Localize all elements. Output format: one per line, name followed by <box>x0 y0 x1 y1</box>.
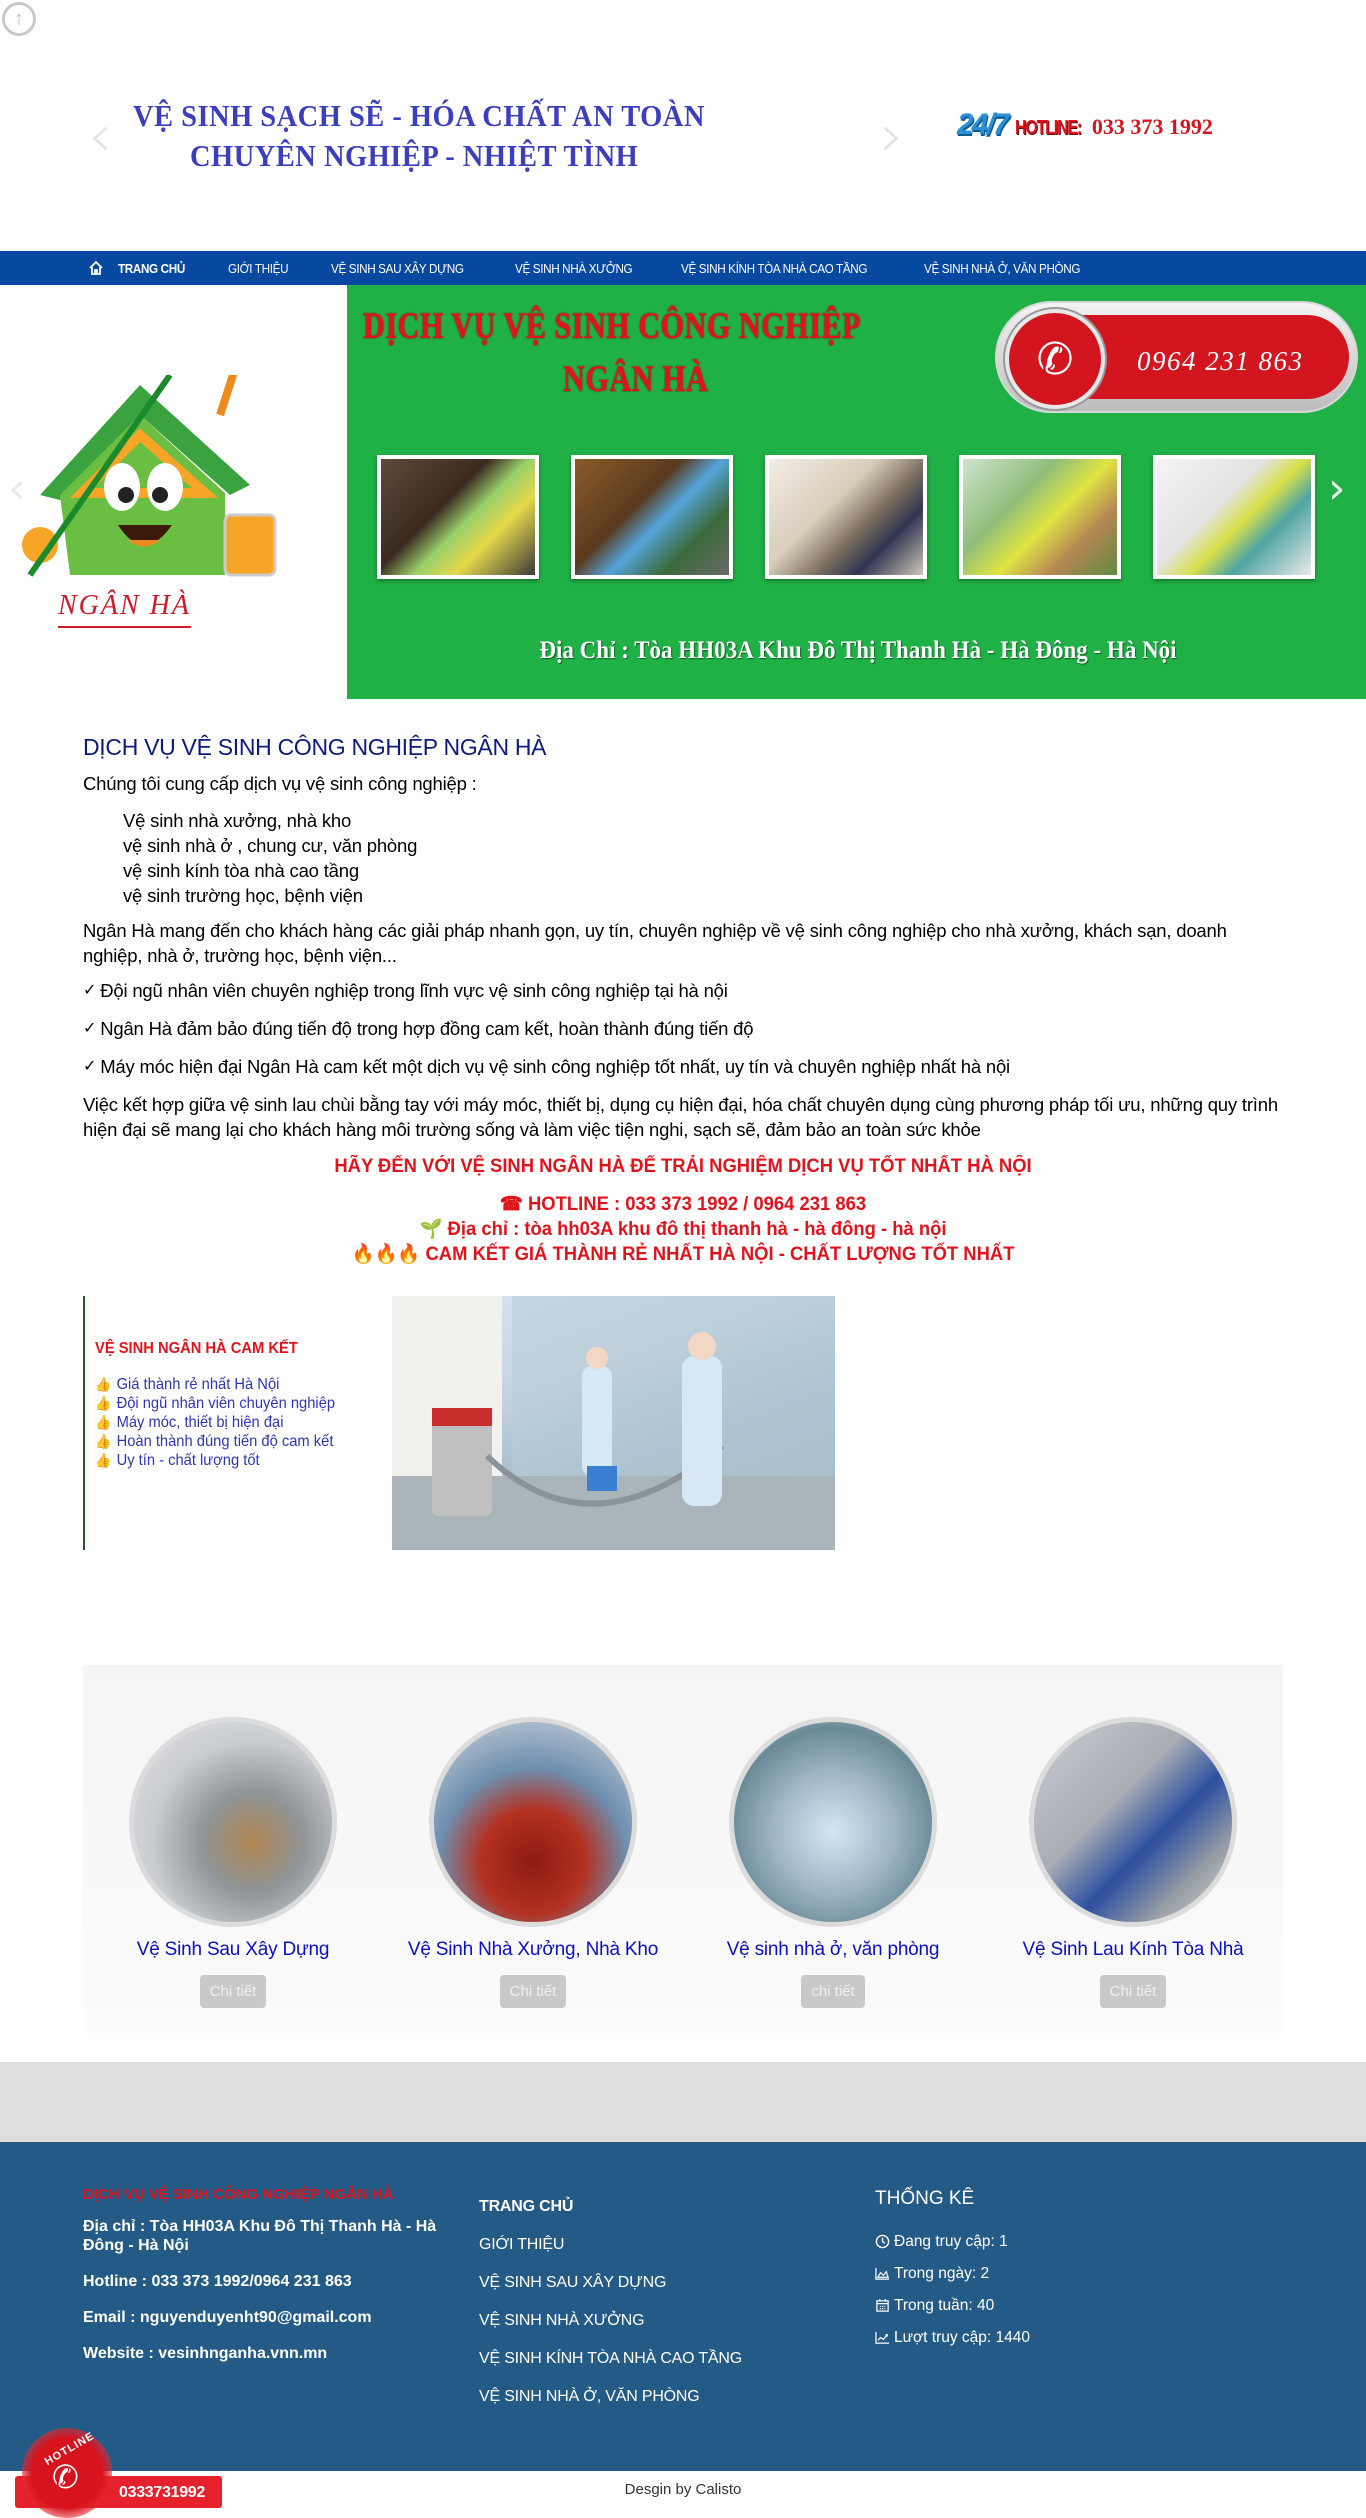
thumbs-up-icon: 👍 <box>95 1452 112 1468</box>
footer-company-title: DỊCH VỤ VỆ SINH CÔNG NGHIỆP NGÂN HÀ <box>83 2186 394 2203</box>
hotline-line: ☎ HOTLINE : 033 373 1992 / 0964 231 863 <box>499 1194 867 1215</box>
service-list <box>83 808 1283 908</box>
thumbs-up-icon: 👍 <box>95 1376 112 1392</box>
arrow-up-icon: ↑ <box>14 7 24 30</box>
thumbs-up-icon: 👍 <box>95 1414 112 1430</box>
service-detail-button[interactable]: Chi tiết <box>500 1975 567 2008</box>
commitment-title: VỆ SINH NGÂN HÀ CAM KẾT <box>95 1340 298 1357</box>
intro-paragraph-2: Việc kết hợp giữa vệ sinh lau chùi bằng tay với máy móc, thiết bị, dụng cụ hiện đại, hóa chất chuyên dụng cùng phương pháp tối ưu, những quy trình hiện đại sẽ mang lại cho khách hàng môi trường sống và làm việc tiện nghi, sạch sẽ, đảm bảo an toàn sức khỏe <box>83 1094 1278 1140</box>
footer-link-trang-chu[interactable]: TRANG CHỦ <box>479 2198 574 2215</box>
footer-links <box>479 2197 742 2425</box>
nav-item-gioi-thieu[interactable]: GIỚI THIỆU <box>228 260 289 276</box>
cta-text: HÃY ĐẾN VỚI VỆ SINH NGÂN HÀ ĐỂ TRẢI NGHIỆM DỊCH VỤ TỐT NHẤT HÀ NỘI <box>334 1156 1032 1177</box>
hotline-number: 033 373 1992 <box>1091 114 1213 139</box>
service-detail-button[interactable]: chi tiết <box>801 1975 864 2008</box>
promo-call-badge[interactable] <box>995 301 1358 413</box>
service-list-item: vệ sinh nhà ở , chung cư, văn phòng <box>123 835 418 856</box>
commitment-item: 👍 Giá thành rẻ nhất Hà Nội <box>95 1376 280 1393</box>
service-list-item: vệ sinh kính tòa nhà cao tầng <box>123 860 359 881</box>
service-image-factory[interactable] <box>429 1717 637 1927</box>
check-item: ✓ Máy móc hiện đại Ngân Hà cam kết một dịch vụ vệ sinh công nghiệp tốt nhất, uy tín và chuyên nghiệp nhất hà nội <box>83 1056 1010 1077</box>
intro-section <box>83 734 1283 1267</box>
footer-contact <box>83 2186 443 2380</box>
banner-next-arrow-icon[interactable]: › <box>1328 463 1346 514</box>
nav-item-ve-sinh-sau-xay-dung[interactable]: VỆ SINH SAU XÂY DỰNG <box>331 260 464 276</box>
checkmark-icon: ✓ <box>83 1058 97 1075</box>
intro-heading: DỊCH VỤ VỆ SINH CÔNG NGHIỆP NGÂN HÀ <box>83 734 547 760</box>
footer-link-nha-o-van-phong[interactable]: VỆ SINH NHÀ Ở, VĂN PHÒNG <box>479 2388 700 2405</box>
banner-prev-arrow-icon[interactable]: ‹ <box>8 463 26 514</box>
commitment-item: 👍 Máy móc, thiết bị hiện đại <box>95 1414 284 1431</box>
footer-stats <box>875 2188 1030 2360</box>
header-hotline[interactable] <box>957 108 1213 142</box>
check-item: ✓ Đội ngũ nhân viên chuyên nghiệp trong lĩnh vực vệ sinh công nghiệp tại hà nội <box>83 980 728 1001</box>
hotline-label: HOTLINE: <box>1015 117 1082 139</box>
footer-link-sau-xay-dung[interactable]: VỆ SINH SAU XÂY DỰNG <box>479 2274 667 2291</box>
stats-title: THỐNG KÊ <box>875 2188 975 2209</box>
service-list-item: vệ sinh trường học, bệnh viện <box>123 885 363 906</box>
floating-hotline-number: 0333731992 <box>119 2484 205 2501</box>
service-card <box>383 1717 683 2008</box>
intro-paragraph-1: Ngân Hà mang đến cho khách hàng các giải pháp nhanh gọn, uy tín, chuyên nghiệp về vệ sinh công nghiệp cho nhà xưởng, khách sạn, doanh nghiệp, nhà ở, trường học, bệnh viện... <box>83 920 1227 966</box>
checkmark-icon: ✓ <box>83 982 97 999</box>
intro-lead: Chúng tôi cung cấp dịch vụ vệ sinh công nghiệp : <box>83 773 477 794</box>
promo-title-line-1: DỊCH VỤ VỆ SINH CÔNG NGHIỆP <box>363 306 861 347</box>
promo-address: Địa Chỉ : Tòa HH03A Khu Đô Thị Thanh Hà - Hà Đông - Hà Nội <box>539 637 1177 664</box>
service-title[interactable]: Vệ sinh nhà ở, văn phòng <box>726 1939 940 1960</box>
logo <box>0 285 347 699</box>
thumbnail-garden <box>959 455 1121 579</box>
thumbnail-worker-window <box>377 455 539 579</box>
slogan-line-2: CHUYÊN NGHIỆP - NHIỆT TÌNH <box>190 138 639 173</box>
home-icon[interactable] <box>88 260 104 276</box>
hero-banner-slider <box>0 285 1366 699</box>
footer-website[interactable]: Website : vesinhnganha.vnn.mn <box>83 2345 328 2362</box>
service-title[interactable]: Vệ Sinh Nhà Xưởng, Nhà Kho <box>407 1939 659 1960</box>
site-header <box>0 0 1366 251</box>
telephone-icon: ☎ <box>499 1194 528 1215</box>
nav-item-trang-chu[interactable]: TRANG CHỦ <box>118 260 185 276</box>
stat-online: Đang truy cập: 1 <box>875 2232 1030 2251</box>
stat-today: Trong ngày: 2 <box>875 2264 1030 2283</box>
footer-link-kinh-toa-nha[interactable]: VỆ SINH KÍNH TÒA NHÀ CAO TẦNG <box>479 2350 742 2367</box>
footer-hotline: Hotline : 033 373 1992/0964 231 863 <box>83 2273 352 2290</box>
thumbnail-disinfection <box>571 455 733 579</box>
slogan-prev-arrow-icon[interactable]: ‹ <box>88 101 112 171</box>
calendar-icon <box>875 2298 890 2313</box>
promise-line: 🔥🔥🔥 CAM KẾT GIÁ THÀNH RẺ NHẤT HÀ NỘI - CHẤT LƯỢNG TỐT NHẤT <box>351 1244 1015 1265</box>
thumbs-up-icon: 👍 <box>95 1433 112 1449</box>
footer-address: Địa chỉ : Tòa HH03A Khu Đô Thị Thanh Hà - Hà Đông - Hà Nội <box>83 2218 437 2254</box>
promo-thumbnails <box>377 455 1315 579</box>
logo-text: NGÂN HÀ <box>58 590 191 628</box>
commitment-item: 👍 Đội ngũ nhân viên chuyên nghiệp <box>95 1395 336 1412</box>
service-title[interactable]: Vệ Sinh Sau Xây Dựng <box>136 1939 330 1960</box>
sprout-icon: 🌱 <box>419 1219 448 1240</box>
service-image-post-construction[interactable] <box>129 1717 337 1927</box>
slogan-line-1: VỆ SINH SẠCH SẼ - HÓA CHẤT AN TOÀN <box>133 98 705 133</box>
house-mascot-icon <box>20 375 300 585</box>
promo-title-line-2: NGÂN HÀ <box>563 359 709 400</box>
nav-item-ve-sinh-nha-xuong[interactable]: VỆ SINH NHÀ XƯỞNG <box>514 260 632 276</box>
service-card <box>983 1717 1283 2008</box>
nav-item-ve-sinh-kinh-toa-nha[interactable]: VỆ SINH KÍNH TÒA NHÀ CAO TẦNG <box>680 260 868 276</box>
design-credit: Desgin by Calisto <box>624 2481 742 2498</box>
service-card <box>83 1717 383 2008</box>
hotline-247-badge: 24/7 <box>957 108 1008 141</box>
service-title[interactable]: Vệ Sinh Lau Kính Tòa Nhà <box>1022 1939 1244 1960</box>
footer-email[interactable]: Email : nguyenduyenht90@gmail.com <box>83 2309 372 2326</box>
service-detail-button[interactable]: Chi tiết <box>200 1975 267 2008</box>
thumbs-up-icon: 👍 <box>95 1395 112 1411</box>
service-image-home-office[interactable] <box>729 1717 937 1927</box>
floating-hotline-badge[interactable] <box>22 2428 112 2518</box>
thumbnail-hallway <box>765 455 927 579</box>
nav-item-ve-sinh-nha-o-van-phong[interactable]: VỆ SINH NHÀ Ở, VĂN PHÒNG <box>923 260 1080 276</box>
commitment-list <box>83 1296 389 1550</box>
main-nav <box>0 251 1366 285</box>
fire-icon: 🔥🔥🔥 <box>351 1244 426 1265</box>
promo-call-number: 0964 231 863 <box>1137 346 1304 376</box>
divider-band <box>0 2062 1366 2142</box>
address-line: 🌱 Địa chỉ : tòa hh03A khu đô thị thanh hà - hà đông - hà nội <box>419 1219 947 1240</box>
thumbnail-ceiling-fan <box>1153 455 1315 579</box>
clock-icon <box>875 2234 890 2249</box>
check-item: ✓ Ngân Hà đảm bảo đúng tiến độ trong hợp đồng cam kết, hoàn thành đúng tiến độ <box>83 1018 754 1039</box>
service-card <box>683 1717 983 2008</box>
promo-slide <box>347 285 1366 699</box>
slogan-next-arrow-icon[interactable]: › <box>880 101 904 171</box>
commitment-photo-cleaning-crew <box>392 1296 835 1550</box>
service-list-item: Vệ sinh nhà xưởng, nhà kho <box>123 810 352 831</box>
floating-hotline-label: HOTLINE <box>42 2429 97 2469</box>
footer-link-gioi-thieu[interactable]: GIỚI THIỆU <box>479 2236 565 2253</box>
commitment-section <box>83 1296 843 1550</box>
site-footer <box>0 2142 1366 2471</box>
footer-link-nha-xuong[interactable]: VỆ SINH NHÀ XƯỞNG <box>479 2312 645 2329</box>
stat-total: Lượt truy cập: 1440 <box>875 2328 1030 2347</box>
area-chart-icon <box>875 2266 890 2281</box>
line-chart-icon <box>875 2330 890 2345</box>
service-image-window-cleaning[interactable] <box>1029 1717 1237 1927</box>
stat-week: Trong tuần: 40 <box>875 2296 1030 2315</box>
phone-icon: ✆ <box>52 2459 79 2495</box>
phone-icon: ✆ <box>1005 309 1105 409</box>
services-section <box>83 1665 1283 2033</box>
commitment-item: 👍 Uy tín - chất lượng tốt <box>95 1452 260 1469</box>
service-detail-button[interactable]: Chi tiết <box>1100 1975 1167 2008</box>
commitment-item: 👍 Hoàn thành đúng tiến độ cam kết <box>95 1433 334 1450</box>
checkmark-icon: ✓ <box>83 1020 97 1037</box>
header-slogan-slider <box>88 92 918 182</box>
